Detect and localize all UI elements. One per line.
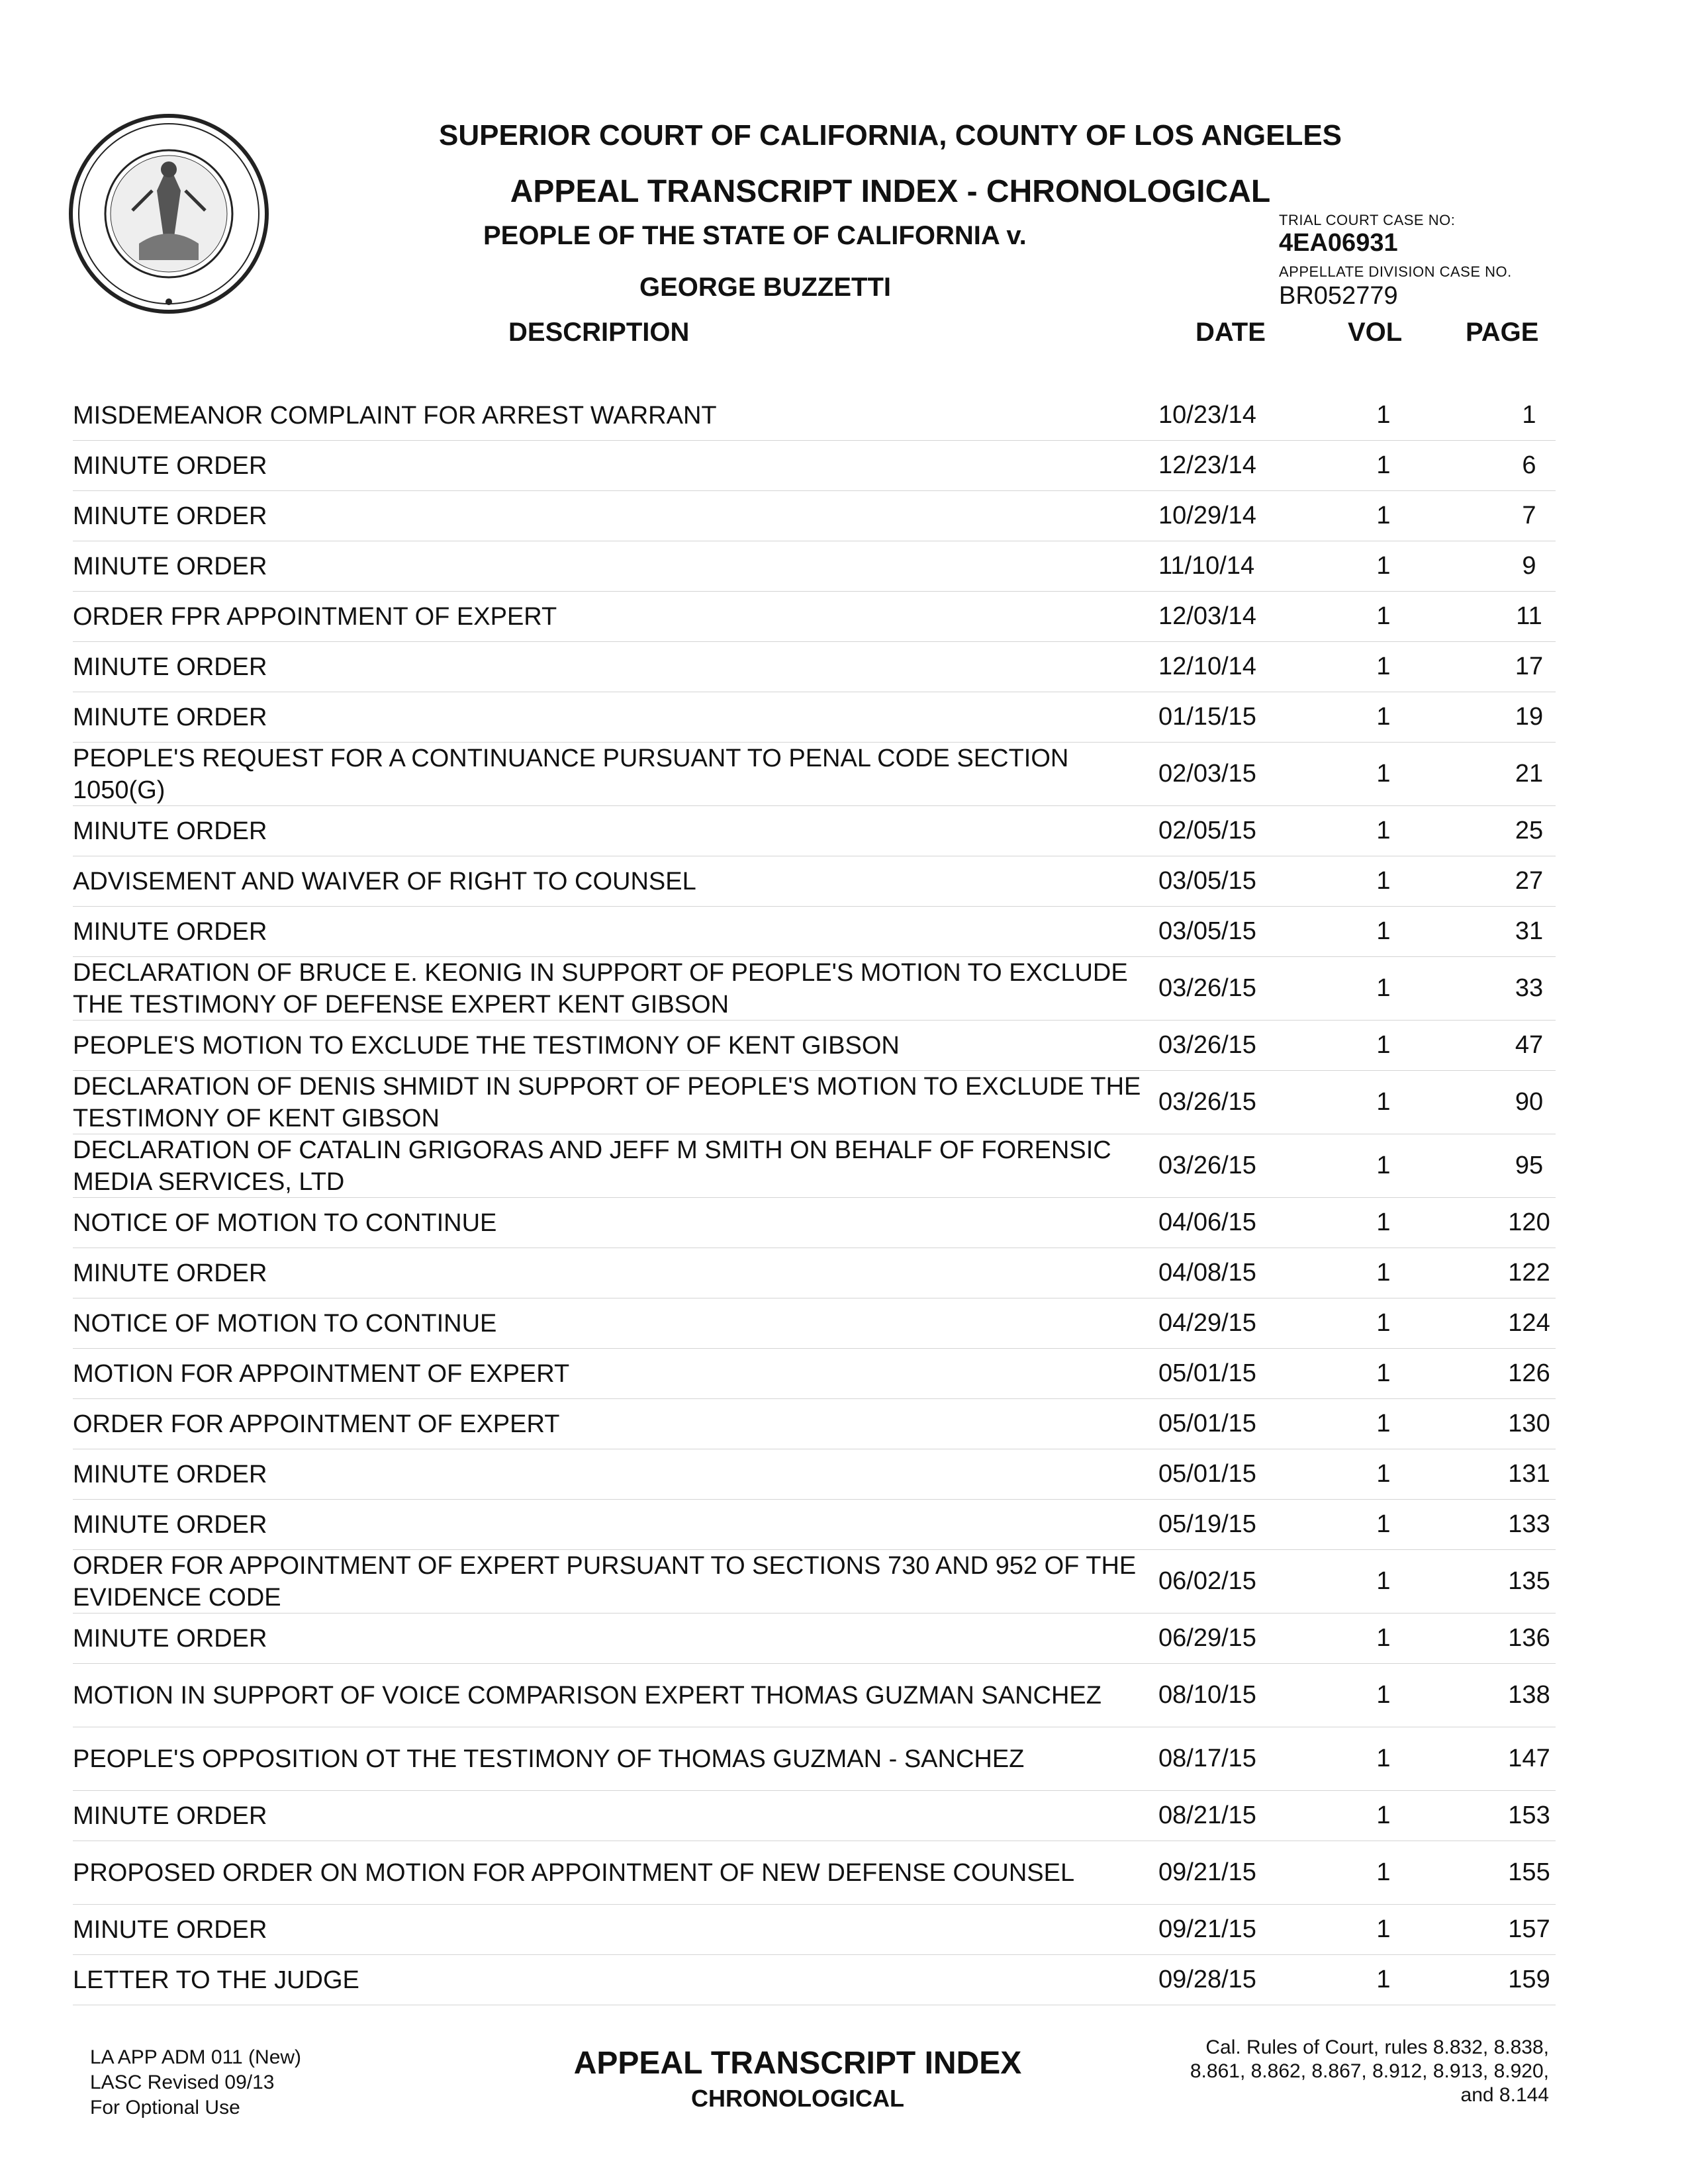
table-row [73,1791,1556,1841]
row-vol: 1 [1376,1088,1391,1116]
row-description: MOTION FOR APPOINTMENT OF EXPERT [73,1359,570,1388]
row-page: 47 [1515,1031,1544,1059]
row-description: MINUTE ORDER [73,1624,267,1653]
table-row [73,1071,1556,1134]
row-page: 126 [1508,1359,1550,1387]
trial-case-number: 4EA06931 [1279,229,1398,257]
row-vol: 1 [1376,602,1391,630]
table-row [73,1248,1556,1298]
row-date: 03/05/15 [1158,917,1256,945]
row-vol: 1 [1376,1031,1391,1059]
column-header-page: PAGE [1466,318,1539,347]
index-table [73,390,1556,2005]
row-date: 12/03/14 [1158,602,1256,630]
row-description: ADVISEMENT AND WAIVER OF RIGHT TO COUNSEL [73,867,696,895]
table-row [73,1664,1556,1727]
row-page: 122 [1508,1259,1550,1287]
row-date: 08/17/15 [1158,1745,1256,1772]
row-page: 147 [1508,1745,1550,1772]
row-page: 153 [1508,1801,1550,1829]
row-vol: 1 [1376,1208,1391,1236]
table-row [73,1021,1556,1071]
row-date: 05/01/15 [1158,1410,1256,1437]
row-description: MINUTE ORDER [73,502,267,530]
people-caption: PEOPLE OF THE STATE OF CALIFORNIA v. [483,221,1027,250]
row-description: MINUTE ORDER [73,1460,267,1488]
column-header-date: DATE [1196,318,1266,347]
row-vol: 1 [1376,1801,1391,1829]
table-row [73,957,1556,1021]
row-date: 12/23/14 [1158,451,1256,479]
row-vol: 1 [1376,1152,1391,1179]
row-vol: 1 [1376,1410,1391,1437]
rules-line: and 8.144 [1460,2084,1549,2106]
row-description: DECLARATION OF CATALIN GRIGORAS AND JEFF M SMITH ON BEHALF OF FORENSIC MEDIA SERVICES, LTD [73,1136,1111,1196]
table-row [73,743,1556,806]
row-date: 04/29/15 [1158,1309,1256,1337]
row-page: 95 [1515,1152,1544,1179]
row-vol: 1 [1376,974,1391,1002]
table-row [73,491,1556,541]
form-revision: LASC Revised 09/13 [90,2071,275,2093]
row-date: 06/02/15 [1158,1567,1256,1595]
row-page: 157 [1508,1915,1550,1943]
row-vol: 1 [1376,703,1391,731]
row-page: 33 [1515,974,1544,1002]
row-description: PROPOSED ORDER ON MOTION FOR APPOINTMENT OF NEW DEFENSE COUNSEL [73,1858,1075,1887]
row-description: NOTICE OF MOTION TO CONTINUE [73,1309,497,1338]
row-description: MISDEMEANOR COMPLAINT FOR ARREST WARRANT [73,401,717,430]
row-description: LETTER TO THE JUDGE [73,1966,359,1994]
row-vol: 1 [1376,1966,1391,1993]
row-vol: 1 [1376,1858,1391,1886]
footer-subtitle: CHRONOLOGICAL [691,2085,904,2112]
rules-citation [1125,2036,1549,2107]
row-date: 09/28/15 [1158,1966,1256,1993]
row-page: 31 [1515,917,1544,945]
column-header-vol: VOL [1348,318,1403,347]
row-description: PEOPLE'S REQUEST FOR A CONTINUANCE PURSUANT TO PENAL CODE SECTION 1050(G) [73,744,1069,804]
row-vol: 1 [1376,401,1391,429]
row-page: 21 [1515,760,1544,788]
footer-title: APPEAL TRANSCRIPT INDEX [573,2046,1022,2081]
table-row [73,1399,1556,1449]
row-description: MINUTE ORDER [73,1915,267,1944]
trial-case-label: TRIAL COURT CASE NO: [1279,212,1456,228]
row-date: 05/01/15 [1158,1359,1256,1387]
row-vol: 1 [1376,1745,1391,1772]
row-description: MINUTE ORDER [73,703,267,731]
row-page: 155 [1508,1858,1550,1886]
row-description: NOTICE OF MOTION TO CONTINUE [73,1208,497,1237]
row-description: MINUTE ORDER [73,1510,267,1539]
table-row [73,1500,1556,1550]
row-date: 10/29/14 [1158,502,1256,529]
rules-line: Cal. Rules of Court, rules 8.832, 8.838, [1205,2036,1549,2058]
row-date: 02/03/15 [1158,760,1256,788]
row-vol: 1 [1376,1567,1391,1595]
row-page: 130 [1508,1410,1550,1437]
appellate-case-label: APPELLATE DIVISION CASE NO. [1279,263,1512,280]
row-date: 03/26/15 [1158,1031,1256,1059]
row-date: 11/10/14 [1158,552,1255,580]
row-page: 133 [1508,1510,1550,1538]
row-description: MINUTE ORDER [73,1801,267,1830]
table-row [73,441,1556,491]
row-date: 01/15/15 [1158,703,1256,731]
row-vol: 1 [1376,917,1391,945]
table-row [73,1614,1556,1664]
row-page: 120 [1508,1208,1550,1236]
row-description: ORDER FOR APPOINTMENT OF EXPERT PURSUANT TO SECTIONS 730 AND 952 OF THE EVIDENCE CODE [73,1551,1137,1612]
row-page: 1 [1522,401,1536,429]
form-number: LA APP ADM 011 (New) [90,2046,302,2068]
row-page: 17 [1515,653,1544,680]
row-date: 03/26/15 [1158,1088,1256,1116]
row-description: MINUTE ORDER [73,817,267,845]
table-row [73,907,1556,957]
row-date: 03/26/15 [1158,1152,1256,1179]
table-row [73,806,1556,856]
row-description: MOTION IN SUPPORT OF VOICE COMPARISON EXPERT THOMAS GUZMAN SANCHEZ [73,1681,1102,1709]
row-description: MINUTE ORDER [73,653,267,681]
table-row [73,390,1556,441]
row-vol: 1 [1376,817,1391,844]
row-page: 138 [1508,1681,1550,1709]
table-row [73,1841,1556,1905]
table-row [73,1905,1556,1955]
row-date: 04/08/15 [1158,1259,1256,1287]
row-date: 05/01/15 [1158,1460,1256,1488]
row-description: PEOPLE'S OPPOSITION OT THE TESTIMONY OF THOMAS GUZMAN - SANCHEZ [73,1745,1025,1773]
row-description: DECLARATION OF DENIS SHMIDT IN SUPPORT OF PEOPLE'S MOTION TO EXCLUDE THE TESTIMONY OF KENT GIBSON [73,1072,1141,1132]
appellate-case-number: BR052779 [1279,282,1398,310]
row-description: ORDER FOR APPOINTMENT OF EXPERT [73,1410,560,1438]
row-vol: 1 [1376,451,1391,479]
row-description: MINUTE ORDER [73,1259,267,1287]
row-date: 09/21/15 [1158,1858,1256,1886]
row-date: 02/05/15 [1158,817,1256,844]
table-row [73,1134,1556,1198]
row-date: 08/21/15 [1158,1801,1256,1829]
row-description: MINUTE ORDER [73,917,267,946]
row-vol: 1 [1376,867,1391,895]
defendant-name: GEORGE BUZZETTI [639,273,891,302]
document-title: APPEAL TRANSCRIPT INDEX - CHRONOLOGICAL [510,174,1271,209]
row-date: 12/10/14 [1158,653,1256,680]
table-row [73,692,1556,743]
row-date: 06/29/15 [1158,1624,1256,1652]
row-description: MINUTE ORDER [73,552,267,580]
row-page: 7 [1522,502,1536,529]
table-row [73,592,1556,642]
table-row [73,541,1556,592]
table-row [73,1550,1556,1614]
table-row [73,1298,1556,1349]
row-page: 9 [1522,552,1536,580]
row-page: 6 [1522,451,1536,479]
row-vol: 1 [1376,760,1391,788]
row-page: 135 [1508,1567,1550,1595]
row-description: DECLARATION OF BRUCE E. KEONIG IN SUPPORT OF PEOPLE'S MOTION TO EXCLUDE THE TESTIMONY OF DEFENSE EXPERT KENT GIBSON [73,958,1128,1019]
table-row [73,1955,1556,2005]
row-vol: 1 [1376,1460,1391,1488]
row-vol: 1 [1376,653,1391,680]
row-page: 159 [1508,1966,1550,1993]
row-page: 124 [1508,1309,1550,1337]
row-vol: 1 [1376,552,1391,580]
row-page: 19 [1515,703,1544,731]
row-page: 131 [1508,1460,1550,1488]
table-row [73,642,1556,692]
column-header-description: DESCRIPTION [508,318,690,347]
row-vol: 1 [1376,1359,1391,1387]
row-vol: 1 [1376,1915,1391,1943]
row-vol: 1 [1376,502,1391,529]
row-page: 27 [1515,867,1544,895]
row-vol: 1 [1376,1259,1391,1287]
row-vol: 1 [1376,1681,1391,1709]
row-date: 03/05/15 [1158,867,1256,895]
row-date: 10/23/14 [1158,401,1256,429]
row-page: 25 [1515,817,1544,844]
row-page: 136 [1508,1624,1550,1652]
court-name: SUPERIOR COURT OF CALIFORNIA, COUNTY OF LOS ANGELES [438,119,1342,152]
row-date: 04/06/15 [1158,1208,1256,1236]
row-description: ORDER FPR APPOINTMENT OF EXPERT [73,602,557,631]
row-date: 08/10/15 [1158,1681,1256,1709]
table-row [73,1198,1556,1248]
row-vol: 1 [1376,1510,1391,1538]
row-date: 03/26/15 [1158,974,1256,1002]
row-date: 05/19/15 [1158,1510,1256,1538]
table-row [73,1449,1556,1500]
table-row [73,856,1556,907]
form-use: For Optional Use [90,2097,240,2118]
row-vol: 1 [1376,1624,1391,1652]
table-row [73,1727,1556,1791]
row-page: 90 [1515,1088,1544,1116]
row-description: PEOPLE'S MOTION TO EXCLUDE THE TESTIMONY OF KENT GIBSON [73,1031,900,1060]
row-page: 11 [1516,602,1542,630]
row-date: 09/21/15 [1158,1915,1256,1943]
row-description: MINUTE ORDER [73,451,267,480]
row-vol: 1 [1376,1309,1391,1337]
table-row [73,1349,1556,1399]
rules-line: 8.861, 8.862, 8.867, 8.912, 8.913, 8.920, [1190,2060,1549,2082]
